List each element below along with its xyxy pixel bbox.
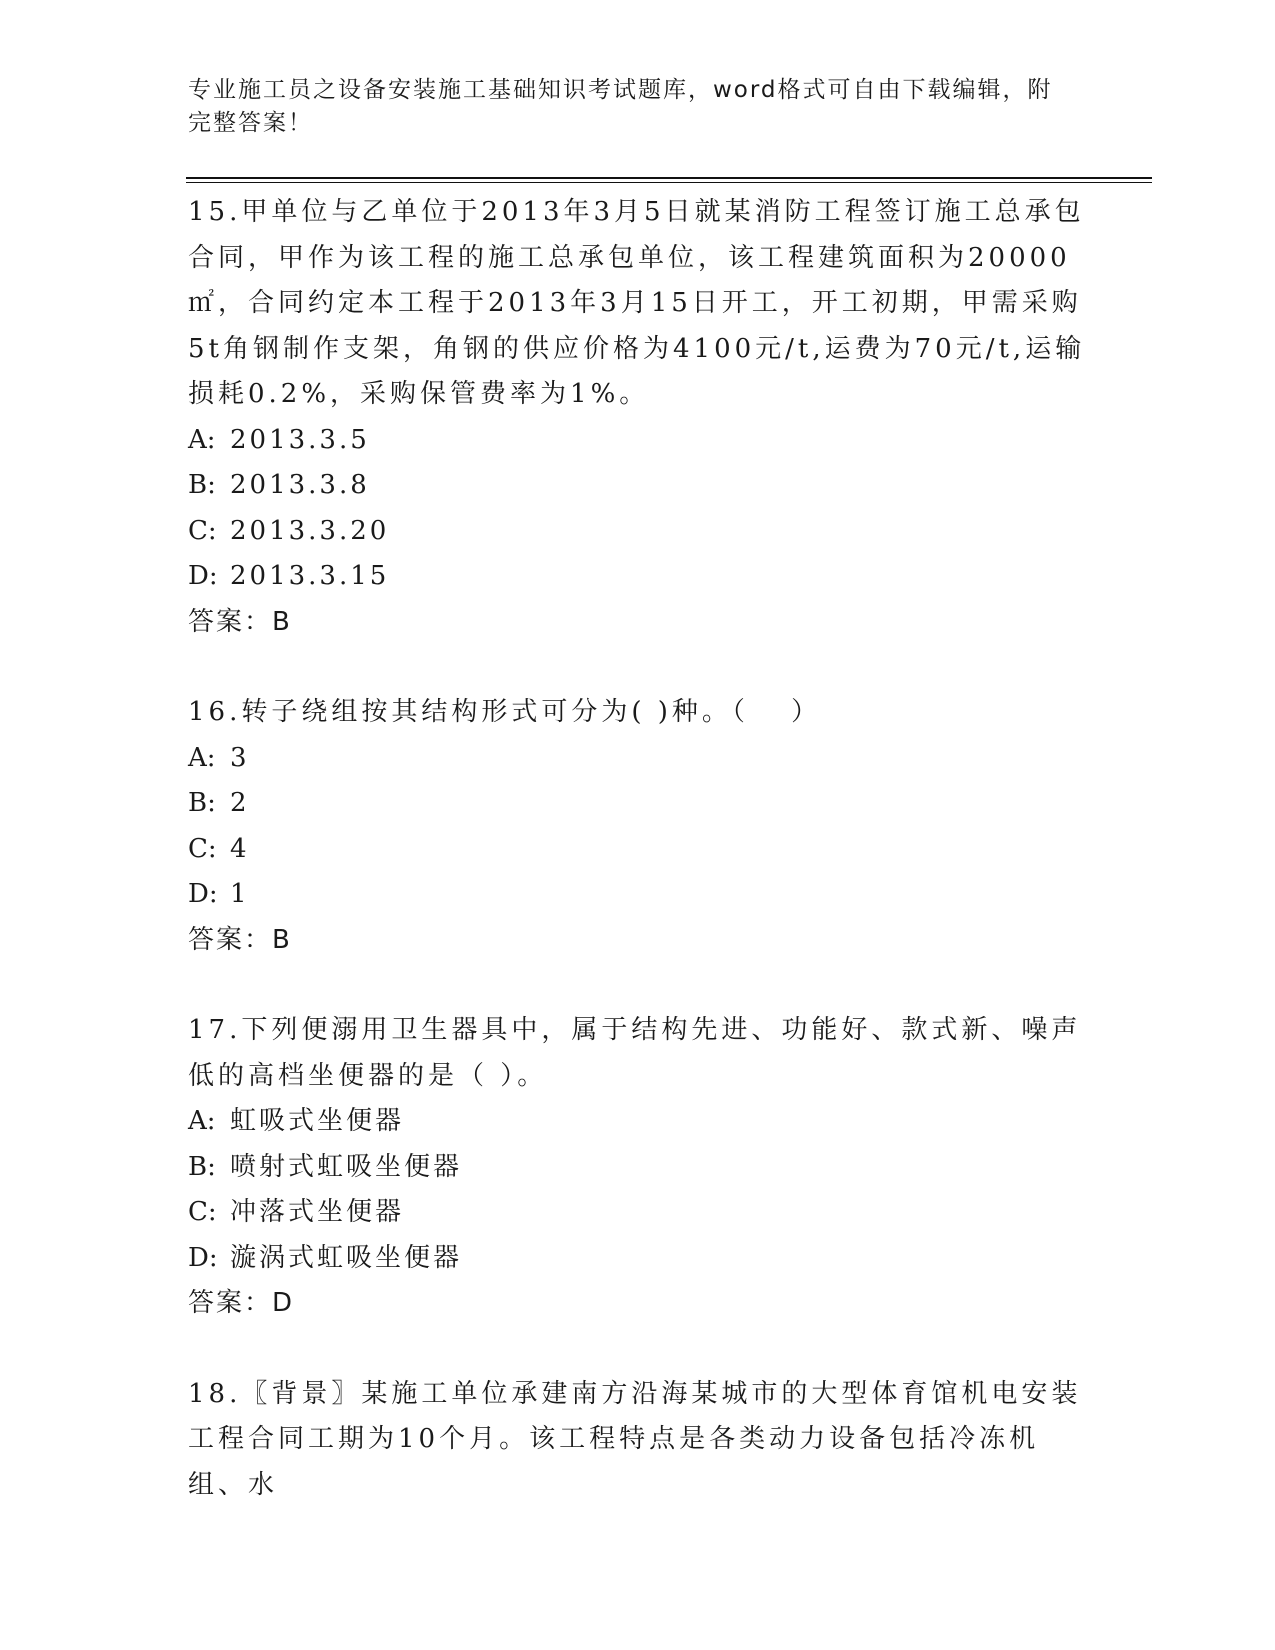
option-a <box>188 736 1088 782</box>
option-key: C: <box>188 515 217 546</box>
option-text: 2013.3.20 <box>230 515 390 546</box>
option-b <box>188 1145 1088 1191</box>
option-c <box>188 1190 1088 1236</box>
option-d <box>188 554 1088 600</box>
question-18 <box>188 1372 1088 1509</box>
option-b <box>188 463 1088 509</box>
option-text: 喷射式虹吸坐便器 <box>230 1151 463 1182</box>
option-key: B: <box>188 788 216 818</box>
option-text: 2 <box>230 788 250 818</box>
question-17 <box>188 1008 1088 1327</box>
option-text: 漩涡式虹吸坐便器 <box>230 1242 463 1273</box>
option-c <box>188 509 1088 555</box>
option-text: 2013.3.15 <box>230 561 390 591</box>
option-c <box>188 827 1088 873</box>
option-key: C: <box>188 1197 217 1227</box>
answer-line: 答案：B <box>188 924 292 955</box>
answer-line: 答案：B <box>188 606 292 637</box>
option-text: 1 <box>230 879 250 909</box>
option-text: 冲落式坐便器 <box>230 1197 405 1227</box>
option-key: A: <box>188 1106 216 1136</box>
option-text: 虹吸式坐便器 <box>230 1106 405 1136</box>
option-key: B: <box>188 1151 216 1182</box>
option-text: 2013.3.5 <box>230 424 370 455</box>
option-d <box>188 872 1088 918</box>
question-stem: 18.〖背景〗某施工单位承建南方沿海某城市的大型体育馆机电安装工程合同工期为10个月。该工程特点是各类动力设备包括冷冻机组、水 <box>188 1378 1082 1500</box>
question-16 <box>188 690 1088 963</box>
answer-line: 答案：D <box>188 1288 295 1318</box>
question-stem: 15.甲单位与乙单位于2013年3月5日就某消防工程签订施工总承包合同，甲作为该工程的施工总承包单位，该工程建筑面积为20000㎡，合同约定本工程于2013年3月15日开工，开工初期，甲需采购5t角钢制作支架，角钢的供应价格为4100元/t,运费为70元/t,运输损耗0.2%，采购保管费率为1%。 <box>188 197 1086 409</box>
header-divider-thin <box>186 182 1152 183</box>
option-b <box>188 781 1088 827</box>
option-text: 3 <box>230 742 250 773</box>
option-key: D: <box>188 879 218 909</box>
option-key: B: <box>188 470 216 500</box>
header-divider <box>186 177 1152 179</box>
option-key: A: <box>188 424 216 455</box>
question-15 <box>188 190 1088 645</box>
option-a <box>188 1099 1088 1145</box>
option-text: 2013.3.8 <box>230 470 370 500</box>
question-list <box>188 190 1088 1508</box>
option-a <box>188 418 1088 464</box>
document-title: 专业施工员之设备安装施工基础知识考试题库，word格式可自由下载编辑，附完整答案！ <box>188 77 1053 136</box>
option-text: 4 <box>230 833 250 864</box>
option-key: A: <box>188 742 216 773</box>
option-key: D: <box>188 561 218 591</box>
option-d <box>188 1236 1088 1282</box>
question-stem: 17.下列便溺用卫生器具中，属于结构先进、功能好、款式新、噪声低的高档坐便器的是（ ）。 <box>188 1015 1082 1091</box>
question-stem: 16.转子绕组按其结构形式可分为( )种。（ ） <box>188 697 822 727</box>
option-key: C: <box>188 833 217 864</box>
document-header <box>188 74 1068 140</box>
option-key: D: <box>188 1242 218 1273</box>
